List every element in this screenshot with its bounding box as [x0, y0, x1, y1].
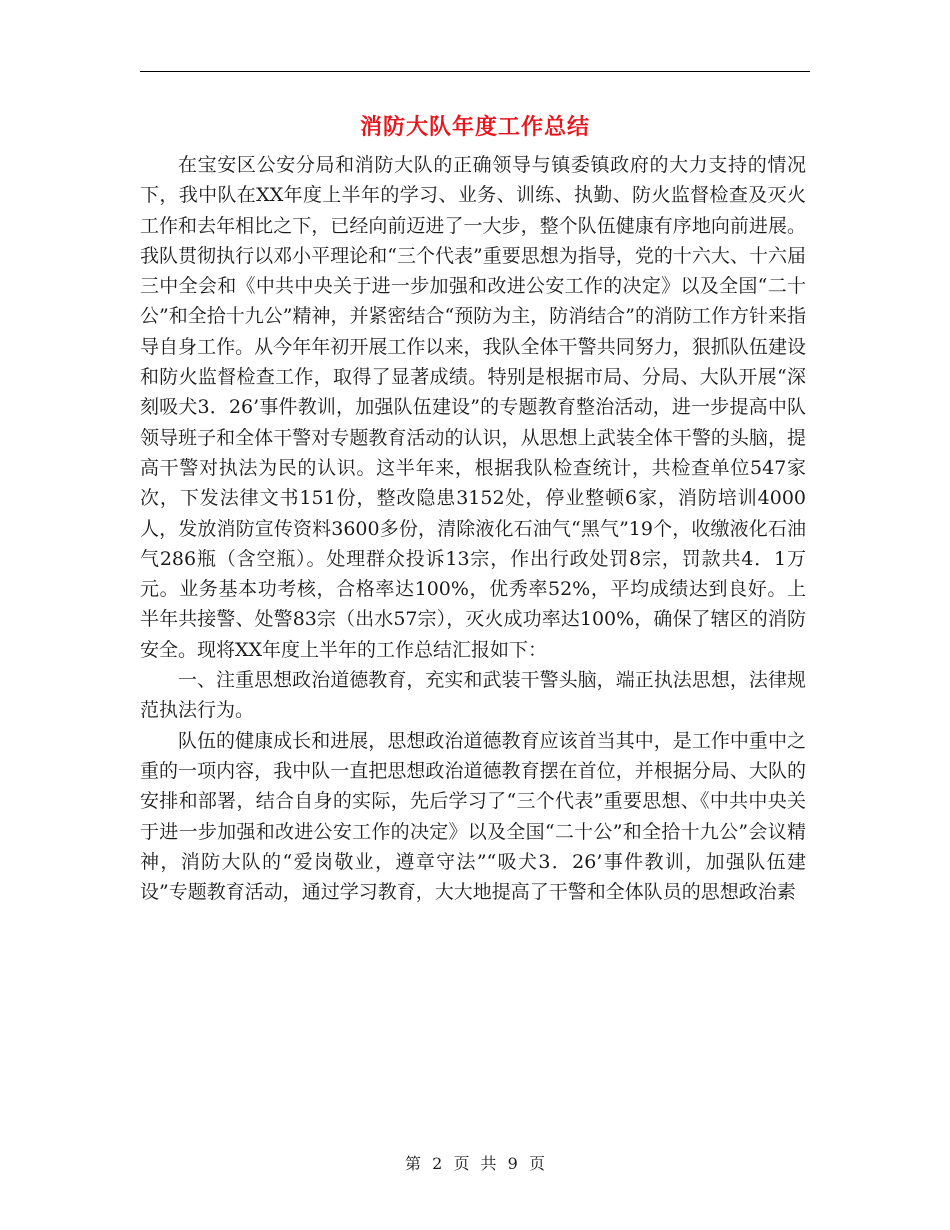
- footer-total-unit: 页: [528, 1154, 545, 1173]
- footer-page-unit: 页: [453, 1154, 470, 1173]
- document-title: 消防大队年度工作总结: [359, 114, 590, 140]
- footer-total-pages: 9: [507, 1154, 518, 1173]
- footer-prefix: 第: [405, 1154, 422, 1173]
- footer-total-word: 共: [480, 1154, 497, 1173]
- paragraph-section-heading: 一、注重思想政治道德教育，充实和武装干警头脑，端正执法思想，法律规范执法行为。: [140, 669, 806, 722]
- header-rule: [140, 71, 810, 72]
- footer-current-page: 2: [432, 1154, 443, 1173]
- paragraph-intro: 在宝安区公安分局和消防大队的正确领导与镇委镇政府的大力支持的情况下，我中队在XX年度上半年的学习、业务、训练、执勤、防火监督检查及灭火工作和去年相比之下，已经向前迈进了一大步，整个队伍健康有序地向前进展。我队贯彻执行以邓小平理论和“三个代表”重要思想为指导，党的十六大、十六届三中全会和《中共中央关于进一步加强和改进公安工作的决定》以及全国“二十公”和全拾十九公”精神，并紧密结合“预防为主，防消结合”的消防工作方针来指导自身工作。从今年年初开展工作以来，我队全体干警共同努力，狠抓队伍建设和防火监督检查工作，取得了显著成绩。特别是根据市局、分局、大队开展“深刻吸犬3．26’事件教训，加强队伍建设”的专题教育整治活动，进一步提高中队领导班子和全体干警对专题教育活动的认识，从思想上武装全体干警的头脑，提高干警对执法为民的认识。这半年来，根据我队检查统计，共检查单位547家次，下发法律文书151份，整改隐患3152处，停业整顿6家，消防培训4000人，发放消防宣传资料3600多份，清除液化石油气“黑气”19个，收缴液化石油气286瓶（含空瓶）。处理群众投诉13宗，作出行政处罚8宗，罚款共4．1万元。业务基本功考核，合格率达100%，优秀率52%，平均成绩达到良好。上半年共接警、处警83宗（出水57宗），灭火成功率达100%，确保了辖区的消防安全。现将XX年度上半年的工作总结汇报如下：: [140, 154, 806, 661]
- paragraph-section-body: 队伍的健康成长和进展，思想政治道德教育应该首当其中，是工作中重中之重的一项内容，我中队一直把思想政治道德教育摆在首位，并根据分局、大队的安排和部署，结合自身的实际，先后学习了“三个代表”重要思想、《中共中央关于进一步加强和改进公安工作的决定》以及全国“二十公”和全拾十九公”会议精神，消防大队的“爱岗敬业，遵章守法”“吸犬3．26’事件教训，加强队伍建设”专题教育活动，通过学习教育，大大地提高了干警和全体队员的思想政治素: [140, 729, 806, 904]
- document-body: [140, 150, 806, 907]
- page-footer: [0, 1153, 950, 1175]
